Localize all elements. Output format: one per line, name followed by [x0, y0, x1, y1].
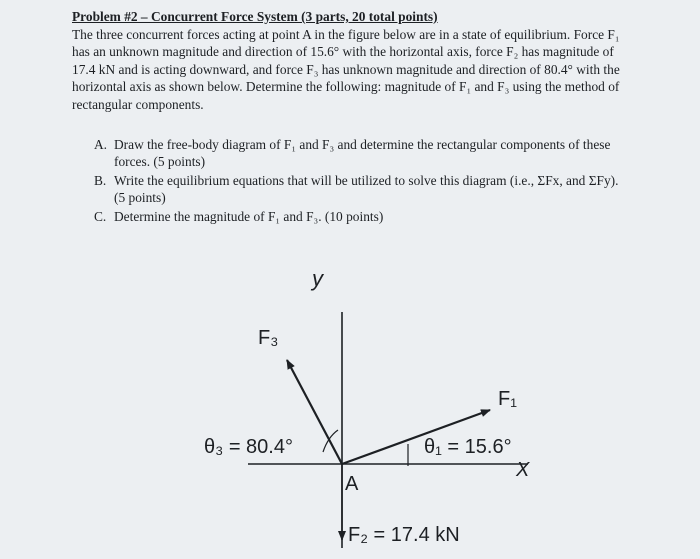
- point-a-label: A: [345, 473, 359, 495]
- f3-label: F₃: [258, 327, 279, 349]
- y-axis-label: y: [312, 266, 323, 291]
- part-c-text: Determine the magnitude of F₁ and F₃. (10 points): [114, 208, 384, 224]
- part-b-text: Write the equilibrium equations that will be utilized to solve this diagram (i.e., ΣFx, and ΣFy). (5 points): [114, 172, 619, 206]
- problem-title: Problem #2 – Concurrent Force System (3 parts, 20 total points): [72, 9, 438, 24]
- theta3-label: θ₃ = 80.4°: [204, 436, 293, 458]
- x-axis-label: X: [516, 459, 530, 481]
- part-a-letter: A.: [94, 137, 108, 152]
- part-a-text: Draw the free-body diagram of F₁ and F₃ and determine the rectangular components of these forces. (5 points): [114, 137, 611, 170]
- f3-arrow: [287, 360, 342, 464]
- f1-label: F₁: [498, 388, 517, 410]
- problem-statement: The three concurrent forces acting at point A in the figure below are in a state of equilibrium. Force F₁ has an unknown magnitude and direction of 15.6° with the horizontal axis, force F₂ has magnitude of 17.4 kN and is acting downward, and force F₃ has unknown magnitude and direction of 80.4° with the horizontal axis as shown below. Determine the following: magnitude of F₁ and F₃ using the method of rectangular components.: [72, 26, 620, 112]
- theta1-label: θ₁ = 15.6°: [424, 436, 512, 458]
- f2-label: F₂ = 17.4 kN: [348, 524, 460, 546]
- part-c-letter: C.: [94, 208, 107, 224]
- part-b-letter: B.: [94, 172, 107, 188]
